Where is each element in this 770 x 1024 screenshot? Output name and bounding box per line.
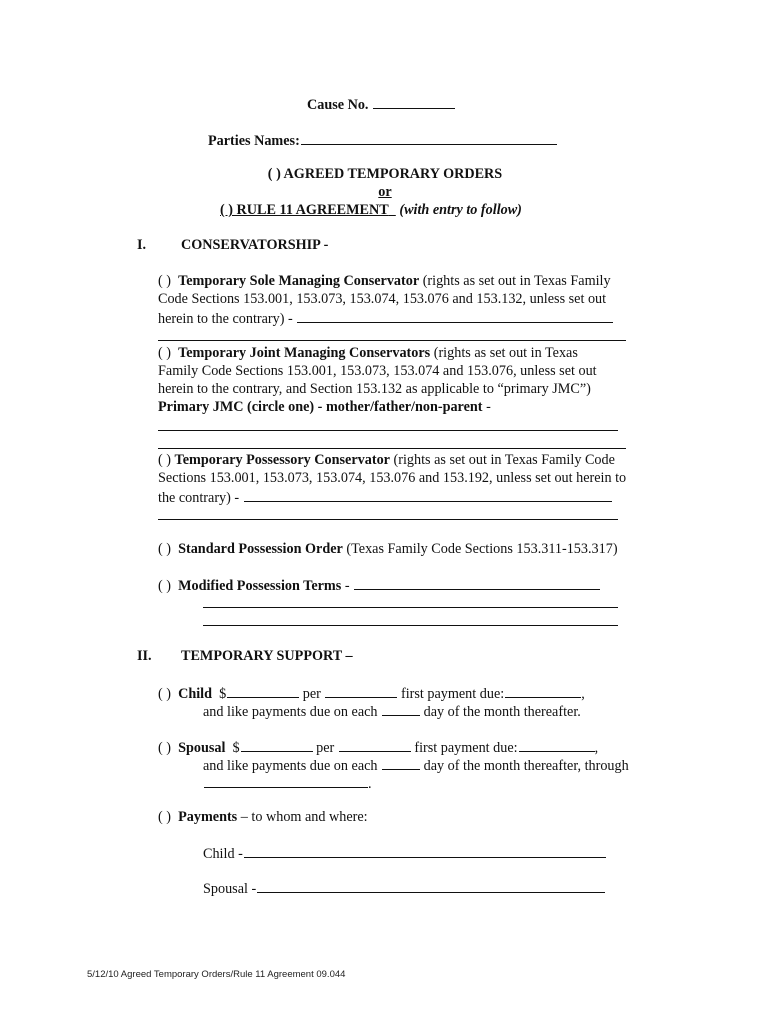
child-day-field[interactable] [382, 701, 420, 716]
title-note: (with entry to follow) [399, 202, 522, 218]
page-footer: 5/12/10 Agreed Temporary Orders/Rule 11 Agreement 09.044 [87, 969, 346, 980]
possessory-field-2[interactable] [158, 519, 618, 520]
possessory-line3 [158, 487, 612, 507]
spousal-through-field[interactable] [204, 773, 368, 788]
spousal-dollar: $ [232, 740, 240, 756]
modified-possession-line [158, 575, 600, 595]
child-support-line2 [203, 701, 581, 721]
standard-checkbox[interactable]: ( ) [158, 541, 171, 557]
title-rule-11 [220, 201, 522, 219]
section-2-numeral: II. [137, 648, 152, 664]
title-rule-11-text: ( ) RULE 11 AGREEMENT [220, 202, 389, 218]
joint-line3: herein to the contrary, and Section 153.132 as applicable to “primary JMC”) [158, 381, 591, 397]
primary-jmc-dash: - [482, 399, 491, 415]
modified-text: - [341, 578, 350, 594]
modified-field-1[interactable] [354, 575, 600, 590]
title-agreed-orders: ( ) AGREED TEMPORARY ORDERS [267, 166, 503, 182]
sole-line3 [158, 308, 613, 328]
joint-label: Temporary Joint Managing Conservators [178, 345, 431, 361]
sole-line2: Code Sections 153.001, 153.073, 153.074, 153.076 and 153.132, unless set out [158, 291, 607, 307]
sole-field-1[interactable] [297, 308, 613, 323]
possessory-field-1[interactable] [244, 487, 612, 502]
cause-number-field[interactable] [373, 94, 455, 109]
possessory-label: Temporary Possessory Conservator [174, 452, 390, 468]
standard-label: Standard Possession Order [178, 541, 343, 557]
modified-checkbox[interactable]: ( ) [158, 578, 171, 594]
possessory-conservator-line1 [158, 451, 615, 469]
spousal-first-payment: first payment due: [414, 740, 518, 756]
parties-names-line [208, 130, 557, 150]
spousal-day-field[interactable] [382, 755, 420, 770]
child-amount-field[interactable] [227, 683, 299, 698]
child-line2-text: and like payments due on each [203, 704, 378, 720]
joint-field-2[interactable] [158, 448, 626, 449]
spousal-period-field[interactable] [339, 737, 411, 752]
modified-label: Modified Possession Terms [178, 578, 342, 594]
payments-text: – to whom and where: [237, 809, 368, 825]
sole-line3-text: herein to the contrary) - [158, 311, 293, 327]
sole-checkbox[interactable]: ( ) [158, 273, 171, 289]
parties-names-field[interactable] [301, 130, 557, 145]
payments-checkbox[interactable]: ( ) [158, 809, 171, 825]
spousal-period: . [368, 776, 372, 792]
primary-jmc-label: Primary JMC (circle one) - mother/father/non-parent [158, 399, 483, 415]
sole-field-2[interactable] [158, 340, 626, 341]
payments-spousal-label: Spousal - [203, 881, 257, 897]
payments-spousal-line [203, 878, 605, 898]
possessory-text1: (rights as set out in Texas Family Code [389, 452, 615, 468]
sole-conservator-line1 [158, 272, 611, 290]
child-first-payment: first payment due: [400, 686, 505, 702]
child-period-field[interactable] [325, 683, 397, 698]
joint-text1: (rights as set out in Texas [430, 345, 578, 361]
section-1-heading: CONSERVATORSHIP - [181, 237, 329, 253]
spousal-line2b-text: day of the month thereafter, through [423, 758, 629, 774]
spousal-checkbox[interactable]: ( ) [158, 740, 171, 756]
payments-line [158, 808, 368, 826]
standard-text: (Texas Family Code Sections 153.311-153.317) [342, 541, 618, 557]
payments-child-field[interactable] [244, 843, 606, 858]
spousal-comma: , [594, 740, 599, 756]
spousal-label: Spousal [178, 740, 226, 756]
section-1-numeral: I. [137, 237, 147, 253]
spousal-amount-field[interactable] [241, 737, 313, 752]
sole-text1: (rights as set out in Texas Family [419, 273, 611, 289]
possessory-line2: Sections 153.001, 153.073, 153.074, 153.076 and 153.192, unless set out herein to [158, 470, 627, 486]
spousal-line2-text: and like payments due on each [203, 758, 378, 774]
spousal-support-line2 [203, 755, 629, 775]
modified-field-2[interactable] [203, 607, 618, 608]
joint-field-1[interactable] [158, 430, 618, 431]
joint-checkbox[interactable]: ( ) [158, 345, 171, 361]
child-checkbox[interactable]: ( ) [158, 686, 171, 702]
spousal-support-line3 [203, 773, 372, 793]
spousal-support-line1 [158, 737, 598, 757]
section-2-heading: TEMPORARY SUPPORT – [181, 648, 353, 664]
possessory-checkbox[interactable]: ( ) [158, 452, 171, 468]
possessory-line3-text: the contrary) - [158, 490, 240, 506]
payments-child-line [203, 843, 606, 863]
joint-line2: Family Code Sections 153.001, 153.073, 153.074 and 153.076, unless set out [158, 363, 597, 379]
sole-label: Temporary Sole Managing Conservator [178, 273, 420, 289]
payments-label: Payments [178, 809, 238, 825]
child-per: per [302, 686, 321, 702]
standard-possession-line [158, 540, 618, 558]
primary-jmc-line [158, 398, 491, 416]
spousal-per: per [316, 740, 335, 756]
cause-number-label: Cause No. [307, 97, 369, 113]
modified-field-3[interactable] [203, 625, 618, 626]
title-or: or [378, 184, 392, 200]
cause-number-line [307, 94, 455, 114]
payments-child-label: Child - [203, 846, 243, 862]
spousal-first-date-field[interactable] [519, 737, 595, 752]
child-first-date-field[interactable] [505, 683, 581, 698]
joint-conservators-line1 [158, 344, 578, 362]
child-label: Child [178, 686, 213, 702]
child-support-line1 [158, 683, 585, 703]
payments-spousal-field[interactable] [257, 878, 605, 893]
child-dollar: $ [219, 686, 227, 702]
child-comma: , [581, 686, 585, 702]
child-line2b-text: day of the month thereafter. [423, 704, 581, 720]
parties-names-label: Parties Names: [208, 133, 300, 149]
